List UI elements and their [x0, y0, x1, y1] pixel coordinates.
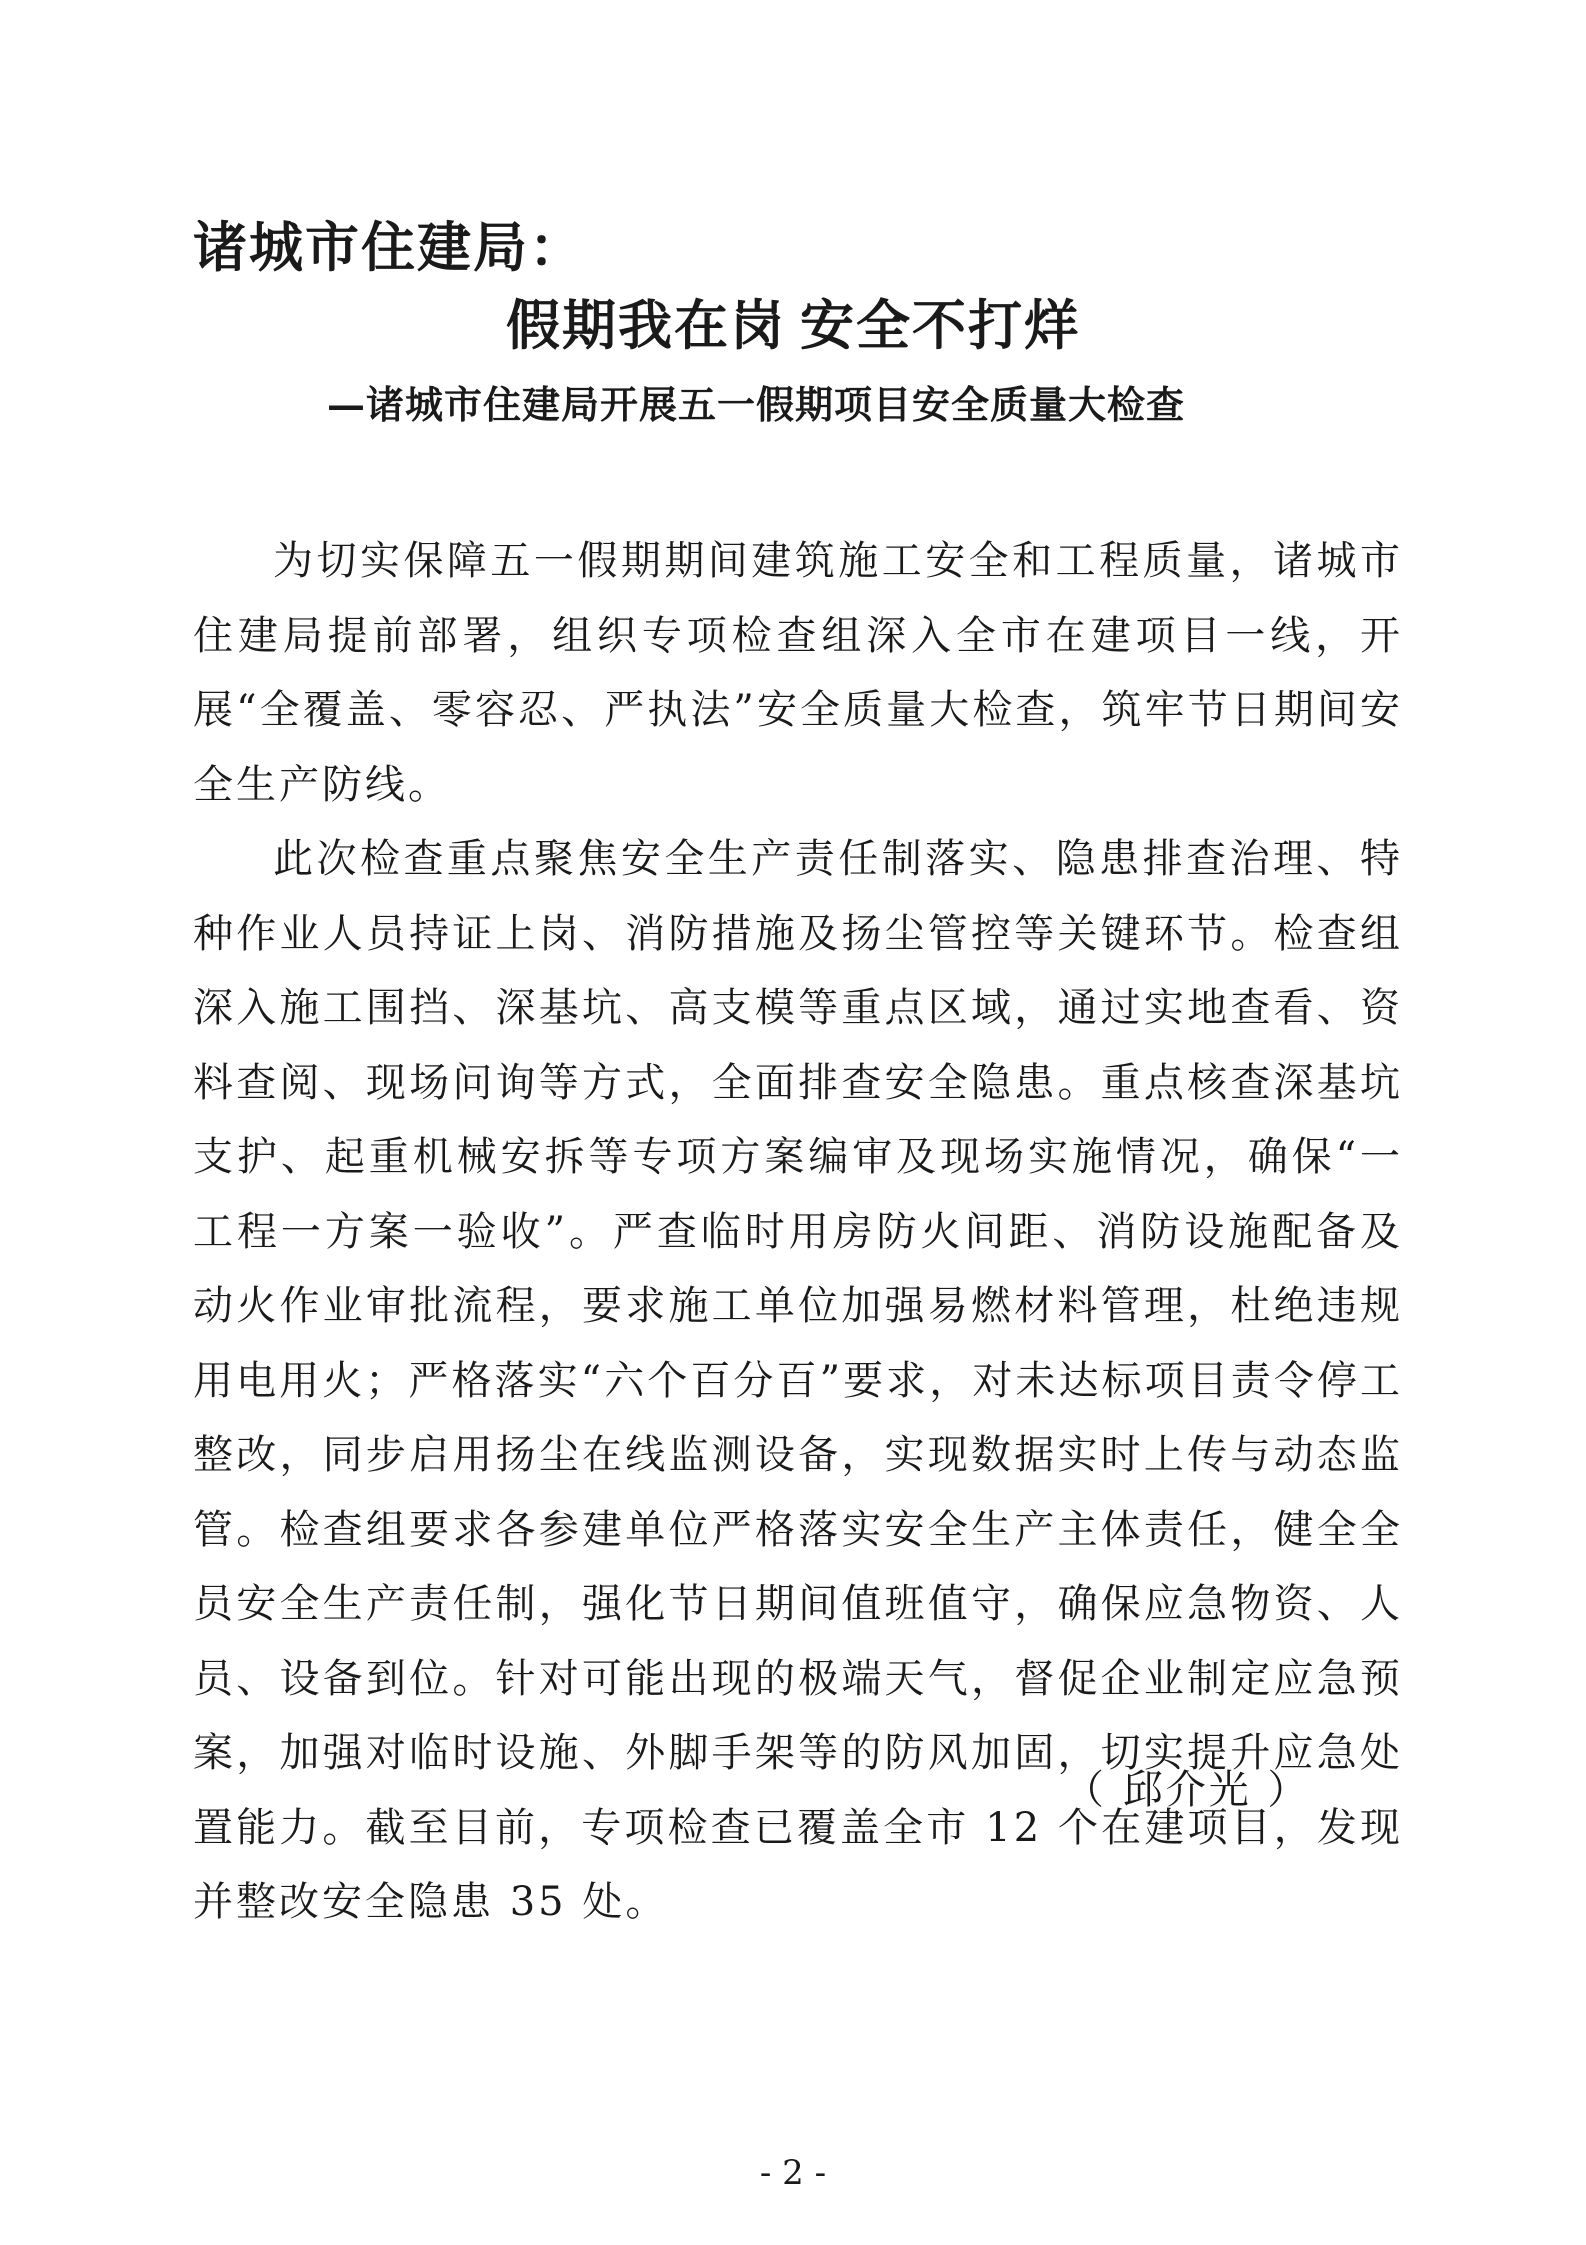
organization-heading: 诸城市住建局： — [193, 215, 585, 279]
article-body — [193, 524, 1403, 1940]
page-number: - 2 - — [759, 2153, 827, 2193]
headline-part-1: 假期我在岗 — [506, 293, 786, 357]
headline-tagline: —诸城市住建局开展五一假期项目安全质量大检查 — [327, 382, 1186, 427]
article-paragraph-2: 此次检查重点聚焦安全生产责任制落实、隐患排查治理、特种作业人员持证上岗、消防措施及扬尘管控等关键环节。检查组深入施工围挡、深基坑、高支模等重点区域，通过实地查看、资料查阅、现场问询等方式，全面排查安全隐患。重点核查深基坑支护、起重机械安拆等专项方案编审及现场实施情况，确保“一工程一方案一验收”。严查临时用房防火间距、消防设施配备及动火作业审批流程，要求施工单位加强易燃材料管理，杜绝违规用电用火；严格落实“六个百分百”要求，对未达标项目责令停工整改，同步启用扬尘在线监测设备，实现数据实时上传与动态监管。检查组要求各参建单位严格落实安全生产主体责任，健全全员安全生产责任制，强化节日期间值班值守，确保应急物资、人员、设备到位。针对可能出现的极端天气，督促企业制定应急预案，加强对临时设施、外脚手架等的防风加固，切实提升应急处置能力。截至目前，专项检查已覆盖全市 12 个在建项目，发现并整改安全隐患 35 处。 — [193, 836, 1403, 1925]
headline — [0, 290, 1586, 360]
article-paragraph-1: 为切实保障五一假期期间建筑施工安全和工程质量，诸城市住建局提前部署，组织专项检查组深入全市在建项目一线，开展“全覆盖、零容忍、严执法”安全质量大检查，筑牢节日期间安全生产防线。 — [193, 538, 1403, 808]
headline-part-2: 安全不打烊 — [800, 293, 1080, 357]
author-byline: （ 邱介光 ） — [1064, 1767, 1311, 1813]
